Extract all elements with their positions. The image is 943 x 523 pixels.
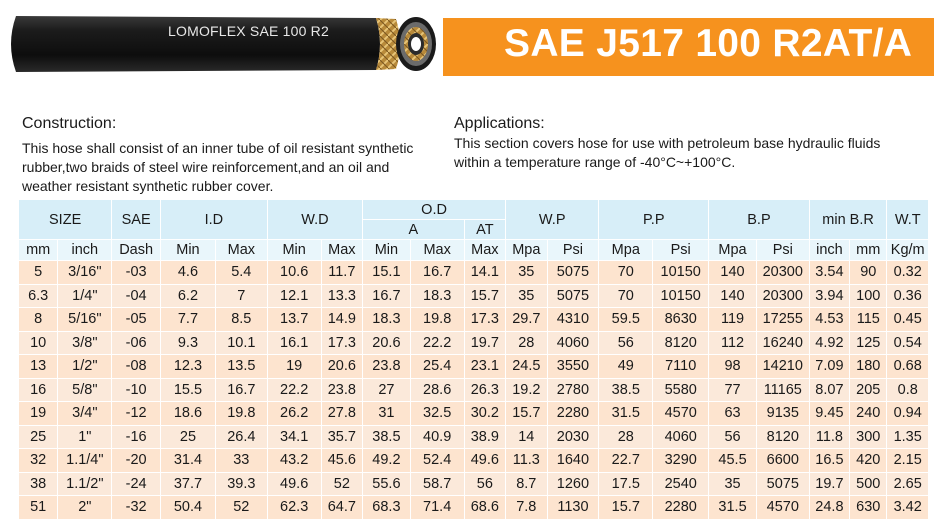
construction-line: rubber,two braids of steel wire reinforcement,and an oil and xyxy=(22,159,390,175)
table-cell: 27.8 xyxy=(321,402,362,426)
table-cell: 13.7 xyxy=(267,308,321,332)
table-cell: 19.8 xyxy=(215,402,267,426)
table-cell: 0.8 xyxy=(887,378,929,402)
table-cell: 8.07 xyxy=(809,378,849,402)
table-cell: 70 xyxy=(599,261,653,285)
table-cell: 7 xyxy=(215,284,267,308)
table-cell: 45.6 xyxy=(321,449,362,473)
table-cell: 10150 xyxy=(653,284,709,308)
table-cell: 1640 xyxy=(547,449,599,473)
table-cell: 35.7 xyxy=(321,425,362,449)
table-cell: 39.3 xyxy=(215,472,267,496)
table-cell: 16240 xyxy=(756,331,809,355)
table-row xyxy=(19,472,929,496)
table-cell: -05 xyxy=(112,308,161,332)
table-row xyxy=(19,308,929,332)
subheader-cell: inch xyxy=(58,240,112,261)
table-cell: 1260 xyxy=(547,472,599,496)
subheader-row xyxy=(19,240,929,261)
table-cell: 18.3 xyxy=(363,308,411,332)
table-cell: -08 xyxy=(112,355,161,379)
table-cell: 3550 xyxy=(547,355,599,379)
table-cell: 98 xyxy=(709,355,757,379)
table-cell: 4570 xyxy=(653,402,709,426)
table-cell: 205 xyxy=(850,378,887,402)
table-cell: 630 xyxy=(850,496,887,520)
table-cell: 35 xyxy=(506,284,547,308)
table-cell: 27 xyxy=(363,378,411,402)
table-cell: 0.45 xyxy=(887,308,929,332)
table-cell: 22.7 xyxy=(599,449,653,473)
table-cell: 9.45 xyxy=(809,402,849,426)
table-cell: 4.6 xyxy=(160,261,215,285)
table-cell: 1" xyxy=(58,425,112,449)
table-cell: 26.3 xyxy=(464,378,505,402)
table-cell: 4570 xyxy=(756,496,809,520)
table-cell: 1/2" xyxy=(58,355,112,379)
table-cell: 23.1 xyxy=(464,355,505,379)
header-id: I.D xyxy=(160,200,267,240)
subheader-cell: mm xyxy=(850,240,887,261)
table-cell: 7.8 xyxy=(506,496,547,520)
applications-line: within a temperature range of -40°C~+100°C. xyxy=(454,154,736,170)
table-cell: 38.5 xyxy=(363,425,411,449)
table-cell: 5075 xyxy=(756,472,809,496)
table-cell: 0.32 xyxy=(887,261,929,285)
table-cell: 25 xyxy=(160,425,215,449)
header-wd: W.D xyxy=(267,200,362,240)
table-cell: 45.5 xyxy=(709,449,757,473)
subheader-cell: mm xyxy=(19,240,58,261)
table-cell: 31.5 xyxy=(709,496,757,520)
table-cell: 3/8" xyxy=(58,331,112,355)
table-row xyxy=(19,402,929,426)
subheader-cell: Mpa xyxy=(506,240,547,261)
table-cell: 2280 xyxy=(547,402,599,426)
subheader-cell: Mpa xyxy=(709,240,757,261)
subheader-cell: Max xyxy=(464,240,505,261)
table-cell: 58.7 xyxy=(410,472,464,496)
subheader-cell: Psi xyxy=(653,240,709,261)
table-cell: 100 xyxy=(850,284,887,308)
table-cell: 6.2 xyxy=(160,284,215,308)
table-cell: 68.3 xyxy=(363,496,411,520)
table-cell: 22.2 xyxy=(267,378,321,402)
subheader-cell: Min xyxy=(267,240,321,261)
table-row xyxy=(19,355,929,379)
table-cell: 49 xyxy=(599,355,653,379)
table-cell: 3.42 xyxy=(887,496,929,520)
table-cell: 15.5 xyxy=(160,378,215,402)
table-cell: 23.8 xyxy=(321,378,362,402)
table-cell: 1/4" xyxy=(58,284,112,308)
table-cell: 38.9 xyxy=(464,425,505,449)
spec-table xyxy=(18,199,929,520)
table-cell: 20300 xyxy=(756,261,809,285)
applications-heading: Applications: xyxy=(454,115,545,132)
construction-text xyxy=(22,139,413,196)
table-cell: 3.94 xyxy=(809,284,849,308)
table-cell: 2.65 xyxy=(887,472,929,496)
table-cell: 28 xyxy=(599,425,653,449)
table-cell: 140 xyxy=(709,261,757,285)
table-cell: 17.5 xyxy=(599,472,653,496)
table-cell: 2030 xyxy=(547,425,599,449)
table-cell: -16 xyxy=(112,425,161,449)
header-od-a: A xyxy=(363,220,465,240)
table-cell: 14210 xyxy=(756,355,809,379)
table-cell: 18.6 xyxy=(160,402,215,426)
table-body xyxy=(19,261,929,520)
table-cell: 90 xyxy=(850,261,887,285)
header-wt: W.T xyxy=(887,200,929,240)
table-cell: 115 xyxy=(850,308,887,332)
table-cell: 25 xyxy=(19,425,58,449)
table-cell: 19.2 xyxy=(506,378,547,402)
table-cell: 34.1 xyxy=(267,425,321,449)
table-cell: -24 xyxy=(112,472,161,496)
table-cell: 38 xyxy=(19,472,58,496)
table-cell: 13.5 xyxy=(215,355,267,379)
header-size: SIZE xyxy=(19,200,112,240)
subheader-cell: Kg/m xyxy=(887,240,929,261)
table-cell: 35 xyxy=(709,472,757,496)
table-cell: 2280 xyxy=(653,496,709,520)
table-cell: 19 xyxy=(267,355,321,379)
table-cell: 16.7 xyxy=(363,284,411,308)
table-cell: 43.2 xyxy=(267,449,321,473)
table-cell: 2540 xyxy=(653,472,709,496)
header-sae: SAE xyxy=(112,200,161,240)
subheader-cell: Max xyxy=(215,240,267,261)
subheader-cell: Psi xyxy=(756,240,809,261)
header-od-at: AT xyxy=(464,220,505,240)
table-cell: 40.9 xyxy=(410,425,464,449)
table-cell: 2.15 xyxy=(887,449,929,473)
table-cell: 7.09 xyxy=(809,355,849,379)
table-cell: 11.3 xyxy=(506,449,547,473)
subheader-cell: Mpa xyxy=(599,240,653,261)
header-od: O.D xyxy=(363,200,506,220)
table-cell: 31.4 xyxy=(160,449,215,473)
table-cell: 64.7 xyxy=(321,496,362,520)
table-cell: -04 xyxy=(112,284,161,308)
table-cell: 4.92 xyxy=(809,331,849,355)
table-cell: 5.4 xyxy=(215,261,267,285)
table-cell: 4310 xyxy=(547,308,599,332)
table-cell: 71.4 xyxy=(410,496,464,520)
table-cell: 12.1 xyxy=(267,284,321,308)
table-cell: 38.5 xyxy=(599,378,653,402)
table-cell: 7.7 xyxy=(160,308,215,332)
table-cell: 0.36 xyxy=(887,284,929,308)
header-min-br: min B.R xyxy=(809,200,887,240)
table-cell: 8.5 xyxy=(215,308,267,332)
table-cell: 52.4 xyxy=(410,449,464,473)
table-cell: 70 xyxy=(599,284,653,308)
table-cell: 112 xyxy=(709,331,757,355)
table-cell: 16.5 xyxy=(809,449,849,473)
table-cell: 420 xyxy=(850,449,887,473)
subheader-cell: Psi xyxy=(547,240,599,261)
table-cell: 32.5 xyxy=(410,402,464,426)
table-cell: 0.54 xyxy=(887,331,929,355)
table-cell: 51 xyxy=(19,496,58,520)
table-cell: 19.7 xyxy=(809,472,849,496)
table-cell: 3290 xyxy=(653,449,709,473)
table-cell: 20300 xyxy=(756,284,809,308)
header-pp: P.P xyxy=(599,200,709,240)
table-cell: 5/16" xyxy=(58,308,112,332)
table-cell: 29.7 xyxy=(506,308,547,332)
table-cell: 62.3 xyxy=(267,496,321,520)
table-cell: 35 xyxy=(506,261,547,285)
table-cell: 22.2 xyxy=(410,331,464,355)
table-cell: 8630 xyxy=(653,308,709,332)
table-cell: 10.1 xyxy=(215,331,267,355)
table-cell: 68.6 xyxy=(464,496,505,520)
table-cell: 52 xyxy=(321,472,362,496)
subheader-cell: Min xyxy=(160,240,215,261)
table-cell: 125 xyxy=(850,331,887,355)
table-cell: 5580 xyxy=(653,378,709,402)
table-cell: 14.1 xyxy=(464,261,505,285)
table-cell: 8.7 xyxy=(506,472,547,496)
table-row xyxy=(19,261,929,285)
construction-line: This hose shall consist of an inner tube of oil resistant synthetic xyxy=(22,140,414,156)
table-row xyxy=(19,496,929,520)
table-cell: 19.7 xyxy=(464,331,505,355)
applications-line: This section covers hose for use with petroleum base hydraulic fluids xyxy=(454,135,881,151)
table-cell: 2780 xyxy=(547,378,599,402)
table-cell: -20 xyxy=(112,449,161,473)
table-cell: 5075 xyxy=(547,261,599,285)
table-cell: 26.2 xyxy=(267,402,321,426)
table-cell: 37.7 xyxy=(160,472,215,496)
table-cell: 140 xyxy=(709,284,757,308)
table-cell: 6.3 xyxy=(19,284,58,308)
table-cell: -06 xyxy=(112,331,161,355)
construction-heading: Construction: xyxy=(22,115,117,132)
table-cell: 10 xyxy=(19,331,58,355)
table-cell: 49.6 xyxy=(464,449,505,473)
table-cell: 56 xyxy=(709,425,757,449)
table-cell: 56 xyxy=(599,331,653,355)
table-cell: 26.4 xyxy=(215,425,267,449)
table-cell: 59.5 xyxy=(599,308,653,332)
table-cell: 16.7 xyxy=(410,261,464,285)
table-cell: 19 xyxy=(19,402,58,426)
subheader-cell: Max xyxy=(410,240,464,261)
table-cell: 2" xyxy=(58,496,112,520)
table-cell: 19.8 xyxy=(410,308,464,332)
table-cell: 1.1/4" xyxy=(58,449,112,473)
table-cell: 11.8 xyxy=(809,425,849,449)
table-cell: -32 xyxy=(112,496,161,520)
table-cell: 17.3 xyxy=(321,331,362,355)
table-cell: 10150 xyxy=(653,261,709,285)
table-cell: 31 xyxy=(363,402,411,426)
header-wp: W.P xyxy=(506,200,599,240)
table-cell: 25.4 xyxy=(410,355,464,379)
table-cell: 4060 xyxy=(653,425,709,449)
table-cell: 16.1 xyxy=(267,331,321,355)
table-cell: 5075 xyxy=(547,284,599,308)
table-cell: 63 xyxy=(709,402,757,426)
table-row xyxy=(19,425,929,449)
table-cell: 4060 xyxy=(547,331,599,355)
table-cell: -12 xyxy=(112,402,161,426)
table-cell: 20.6 xyxy=(363,331,411,355)
table-cell: 8120 xyxy=(653,331,709,355)
table-cell: 119 xyxy=(709,308,757,332)
table-cell: 300 xyxy=(850,425,887,449)
table-cell: 50.4 xyxy=(160,496,215,520)
table-cell: 24.8 xyxy=(809,496,849,520)
page-title: SAE J517 100 R2AT/A xyxy=(504,22,913,65)
header-bp: B.P xyxy=(709,200,810,240)
table-cell: 11165 xyxy=(756,378,809,402)
table-cell: 15.7 xyxy=(464,284,505,308)
table-cell: 18.3 xyxy=(410,284,464,308)
table-cell: 49.6 xyxy=(267,472,321,496)
table-row xyxy=(19,284,929,308)
table-cell: 16.7 xyxy=(215,378,267,402)
subheader-cell: Min xyxy=(363,240,411,261)
table-row xyxy=(19,449,929,473)
table-cell: 9135 xyxy=(756,402,809,426)
table-cell: 8 xyxy=(19,308,58,332)
table-cell: 5/8" xyxy=(58,378,112,402)
table-cell: 77 xyxy=(709,378,757,402)
construction-line: weather resistant synthetic rubber cover. xyxy=(22,178,274,194)
table-cell: 7110 xyxy=(653,355,709,379)
table-cell: 17.3 xyxy=(464,308,505,332)
table-cell: 49.2 xyxy=(363,449,411,473)
table-cell: 3/4" xyxy=(58,402,112,426)
table-cell: 20.6 xyxy=(321,355,362,379)
table-row xyxy=(19,378,929,402)
table-cell: 15.7 xyxy=(599,496,653,520)
table-cell: 55.6 xyxy=(363,472,411,496)
table-cell: 14.9 xyxy=(321,308,362,332)
subheader-cell: Dash xyxy=(112,240,161,261)
table-cell: 180 xyxy=(850,355,887,379)
table-cell: 1130 xyxy=(547,496,599,520)
table-cell: 15.1 xyxy=(363,261,411,285)
table-cell: 6600 xyxy=(756,449,809,473)
table-cell: 4.53 xyxy=(809,308,849,332)
hose-brand-label: LOMOFLEX SAE 100 R2 xyxy=(168,23,329,39)
table-cell: 17255 xyxy=(756,308,809,332)
table-cell: 1.1/2" xyxy=(58,472,112,496)
table-cell: 240 xyxy=(850,402,887,426)
table-cell: 10.6 xyxy=(267,261,321,285)
subheader-cell: Max xyxy=(321,240,362,261)
table-cell: 31.5 xyxy=(599,402,653,426)
applications-text xyxy=(454,134,880,172)
table-cell: 14 xyxy=(506,425,547,449)
table-cell: 11.7 xyxy=(321,261,362,285)
subheader-cell: inch xyxy=(809,240,849,261)
table-cell: -03 xyxy=(112,261,161,285)
table-cell: 52 xyxy=(215,496,267,520)
table-cell: 16 xyxy=(19,378,58,402)
table-cell: 5 xyxy=(19,261,58,285)
table-row xyxy=(19,331,929,355)
table-cell: 33 xyxy=(215,449,267,473)
hose-image xyxy=(4,12,440,76)
table-cell: 0.94 xyxy=(887,402,929,426)
table-cell: 15.7 xyxy=(506,402,547,426)
table-cell: 24.5 xyxy=(506,355,547,379)
table-cell: 3.54 xyxy=(809,261,849,285)
table-cell: 8120 xyxy=(756,425,809,449)
table-cell: 28.6 xyxy=(410,378,464,402)
table-cell: 32 xyxy=(19,449,58,473)
table-cell: 28 xyxy=(506,331,547,355)
table-cell: 30.2 xyxy=(464,402,505,426)
table-cell: 9.3 xyxy=(160,331,215,355)
table-cell: 56 xyxy=(464,472,505,496)
table-cell: 13.3 xyxy=(321,284,362,308)
table-cell: 23.8 xyxy=(363,355,411,379)
table-cell: -10 xyxy=(112,378,161,402)
table-cell: 0.68 xyxy=(887,355,929,379)
table-cell: 12.3 xyxy=(160,355,215,379)
table-cell: 500 xyxy=(850,472,887,496)
table-cell: 3/16" xyxy=(58,261,112,285)
table-cell: 1.35 xyxy=(887,425,929,449)
table-cell: 13 xyxy=(19,355,58,379)
